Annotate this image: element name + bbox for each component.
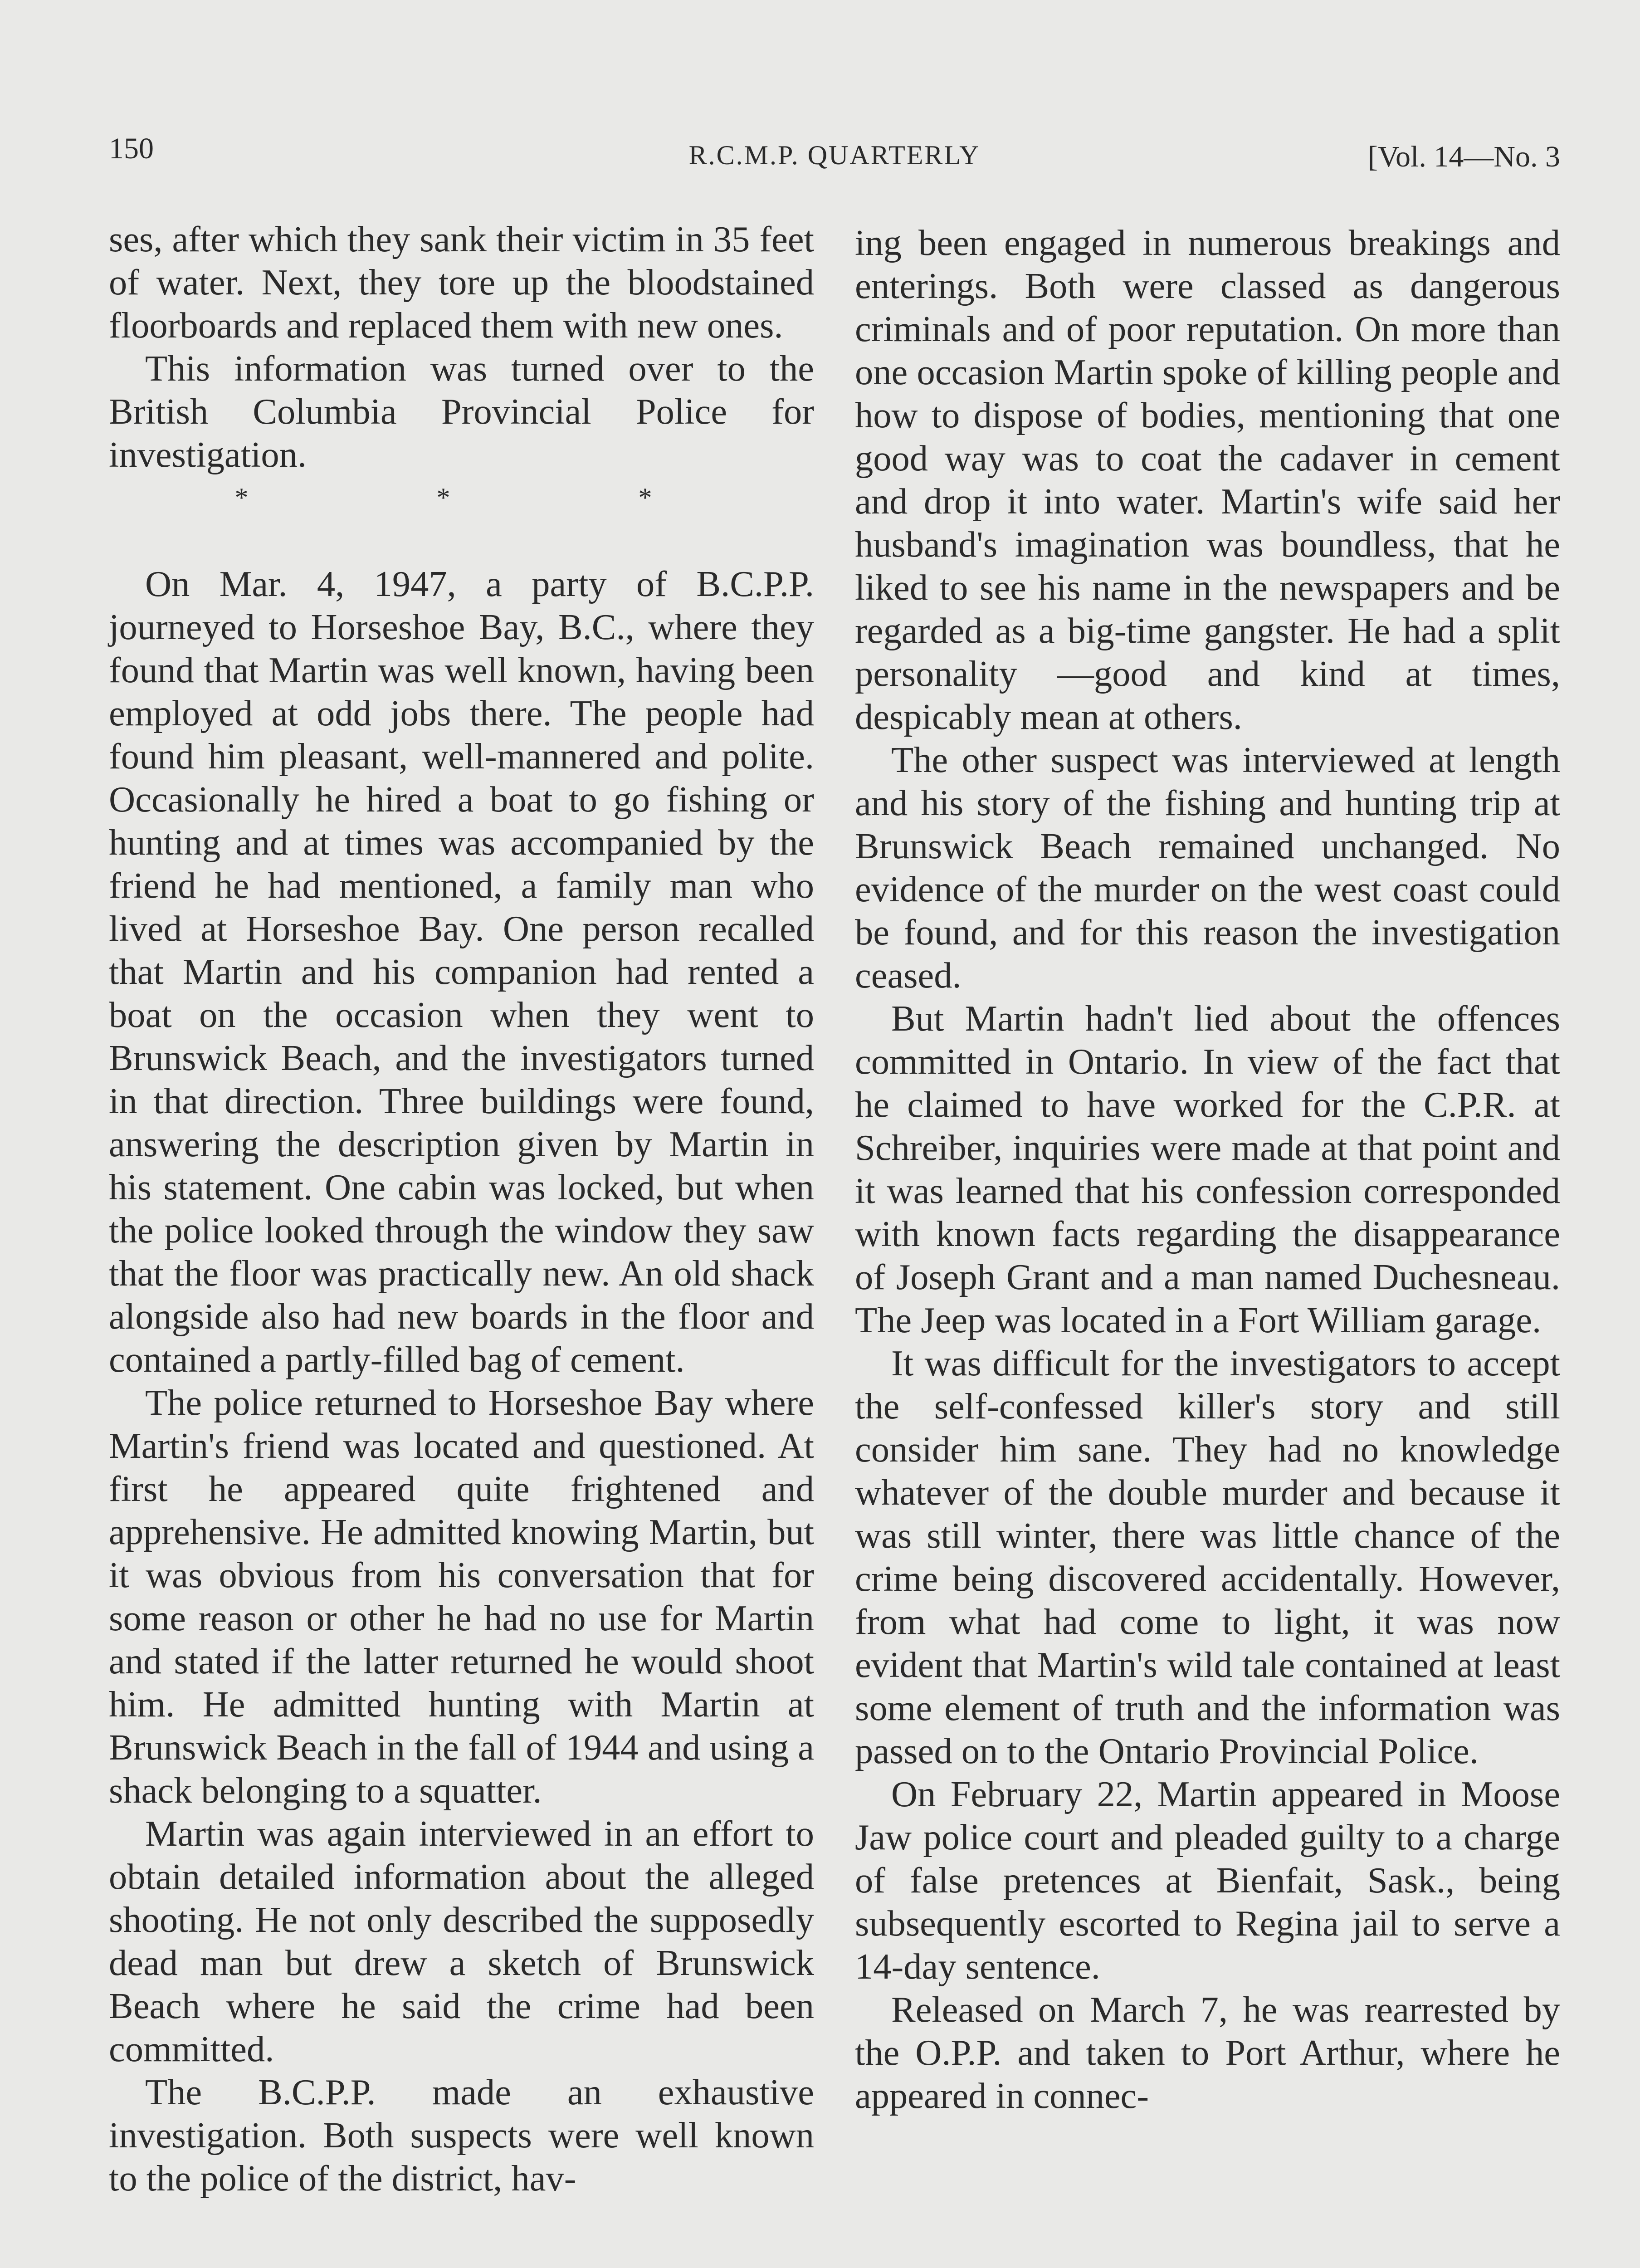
paragraph: ing been engaged in numerous breakings and enterings. Both were classed as dangerous criminals and of poor reputation. On more than one occasion Martin spoke of killing people and how to dispose of bodies, mentioning that one good way was to coat the cadaver in cement and drop it into water. Martin's wife said her husband's imagination was boundless, that he liked to see his name in the newspapers and be regarded as a big-time gangster. He had a split personality —good and kind at times, despicably mean at others. bbox=[855, 223, 1560, 737]
section-separator: * * * bbox=[234, 483, 743, 513]
paragraph: Released on March 7, he was rearrested by the O.P.P. and taken to Port Arthur, where he appeared in connec- bbox=[855, 1989, 1560, 2116]
paragraph: It was difficult for the investigators to accept the self-confessed killer's story and still consider him sane. They had no knowledge whatever of the double murder and because it was still winter, there was little chance of the crime being discovered accidentally. However, from what had come to light, it was now evident that Martin's wild tale contained at least some element of truth and the information was passed on to the Ontario Provincial Police. bbox=[855, 1343, 1560, 1771]
paragraph: The police returned to Horseshoe Bay where Martin's friend was located and questioned. At first he appeared quite frightened and apprehensive. He admitted knowing Martin, but it was obvious from his conversation that for some reason or other he had no use for Martin and stated if the latter returned he would shoot him. He admitted hunting with Martin at Brunswick Beach in the fall of 1944 and using a shack belonging to a squatter. bbox=[109, 1383, 814, 1811]
paragraph: The other suspect was interviewed at length and his story of the fishing and hunting trip at Brunswick Beach remained unchanged. No evidence of the murder on the west coast could be found, and for this reason the investigation ceased. bbox=[855, 740, 1560, 996]
paragraph: But Martin hadn't lied about the offences committed in Ontario. In view of the fact that he claimed to have worked for the C.P.R. at Schreiber, inquiries were made at that point and it was learned that his confession corresponded with known facts regarding the disappearance of Joseph Grant and a man named Duchesneau. The Jeep was located in a Fort William garage. bbox=[855, 998, 1560, 1340]
journal-title: R.C.M.P. QUARTERLY bbox=[688, 140, 981, 170]
right-column bbox=[855, 221, 1560, 2117]
page-number: 150 bbox=[109, 132, 154, 165]
paragraph: This information was turned over to the British Columbia Provincial Police for investigation. bbox=[109, 348, 814, 475]
paragraph: The B.C.P.P. made an exhaustive investigation. Both suspects were well known to the police of the district, hav- bbox=[109, 2072, 814, 2199]
paragraph: On Mar. 4, 1947, a party of B.C.P.P. journeyed to Horseshoe Bay, B.C., where they found that Martin was well known, having been employed at odd jobs there. The people had found him pleasant, well-mannered and polite. Occasionally he hired a boat to go fishing or hunting and at times was accompanied by the friend he had mentioned, a family man who lived at Horseshoe Bay. One person recalled that Martin and his companion had rented a boat on the occasion when they went to Brunswick Beach, and the investigators turned in that direction. Three buildings were found, answering the description given by Martin in his statement. One cabin was locked, but when the police looked through the window they saw that the floor was practically new. An old shack alongside also had new boards in the floor and contained a partly-filled bag of cement. bbox=[109, 564, 814, 1380]
paragraph: Martin was again interviewed in an effort to obtain detailed information about the alleged shooting. He not only described the supposedly dead man but drew a sketch of Brunswick Beach where he said the crime had been committed. bbox=[109, 1813, 814, 2069]
left-column bbox=[109, 218, 814, 2200]
paragraph: ses, after which they sank their victim in 35 feet of water. Next, they tore up the bloodstained floorboards and replaced them with new ones. bbox=[109, 219, 814, 346]
volume-issue: [Vol. 14—No. 3 bbox=[1367, 140, 1560, 173]
blank-line bbox=[109, 519, 814, 562]
page-header bbox=[109, 127, 1560, 181]
paragraph: On February 22, Martin appeared in Moose Jaw police court and pleaded guilty to a charge of false pretences at Bienfait, Sask., being subsequently escorted to Regina jail to serve a 14-day sentence. bbox=[855, 1774, 1560, 1987]
